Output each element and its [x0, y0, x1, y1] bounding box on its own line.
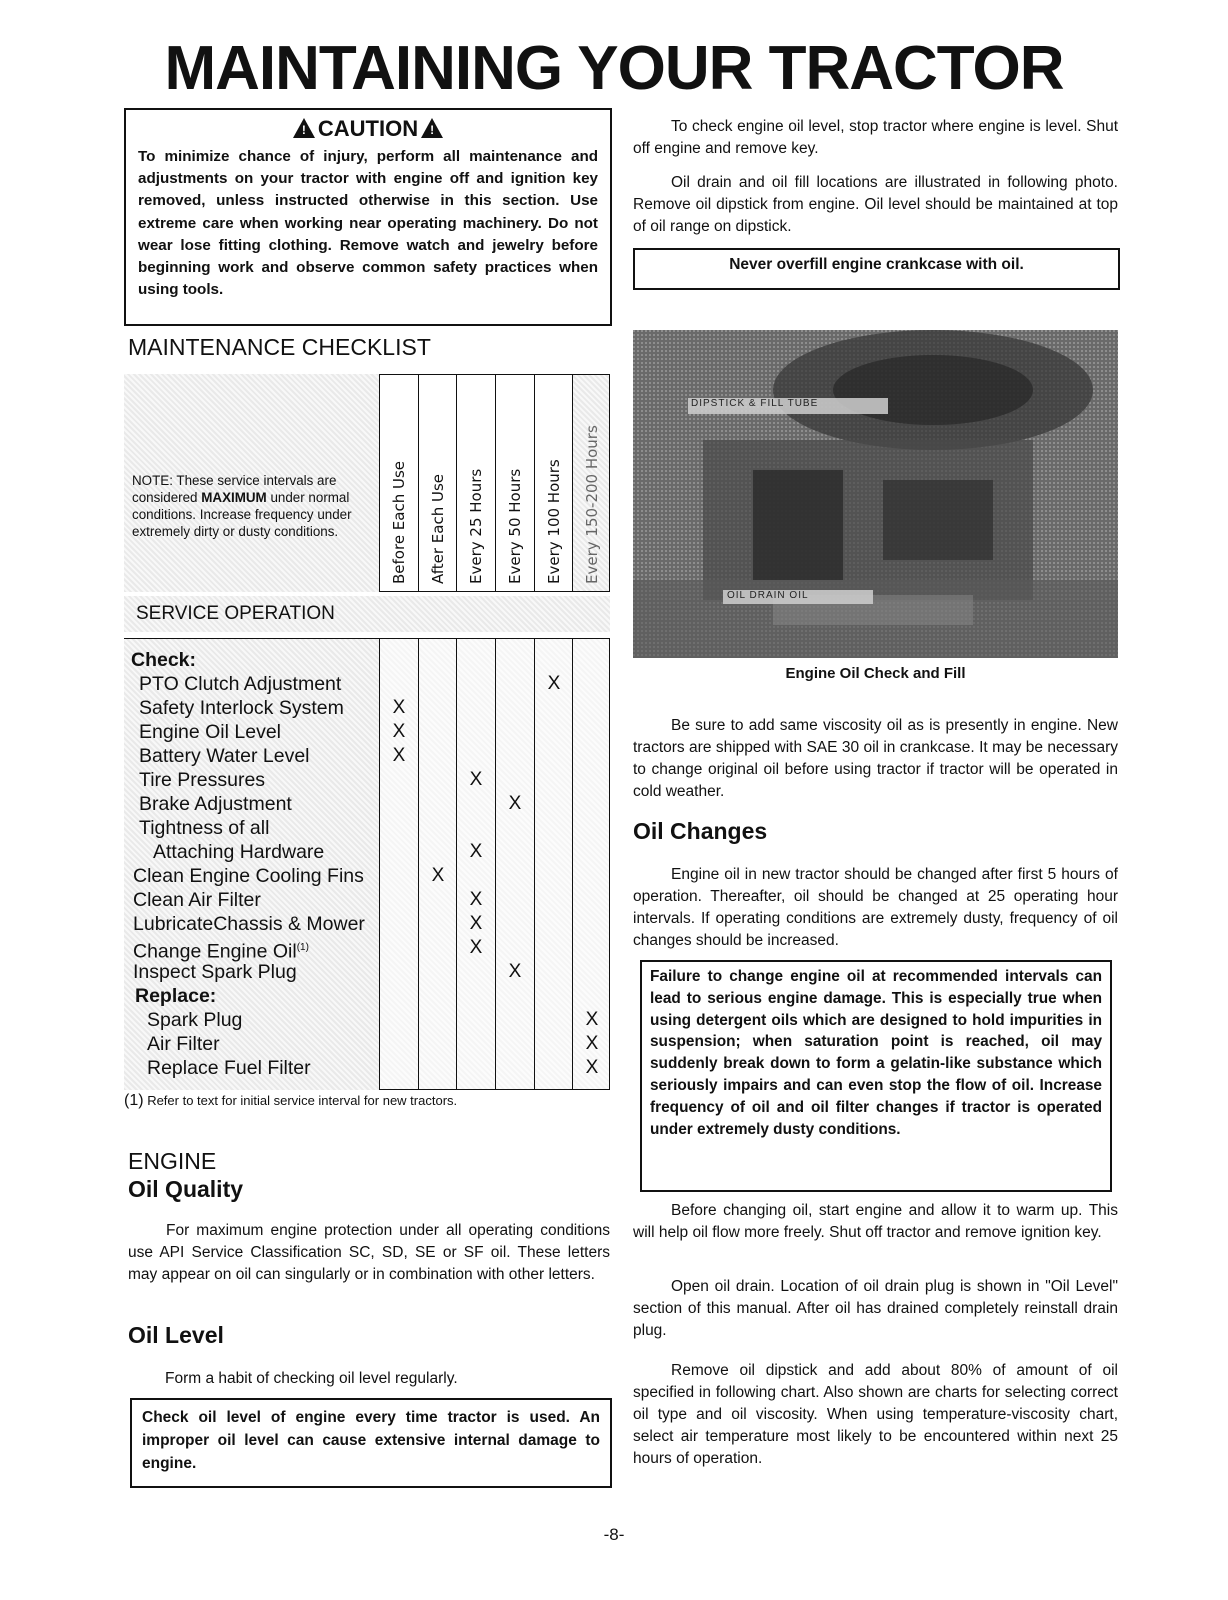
viscosity-text: Be sure to add same viscosity oil as is presently in engine. New tractors are shipped with SAE 30 oil in crankcase. It may be necessary to change original oil before using tractor if tractor will be operated in cold weather. [633, 717, 1118, 800]
checklist-row-label: Spark Plug [147, 1009, 243, 1031]
caution-heading: CAUTION [317, 116, 419, 141]
checklist-mark: X [392, 721, 406, 742]
engine-photo-illustration [633, 330, 1118, 658]
oil-level-text: Form a habit of checking oil level regularly. [165, 1370, 458, 1387]
oil-quality-heading: Oil Quality [128, 1176, 244, 1202]
footnote-number: (1) [124, 1092, 144, 1109]
checklist-mark: X [469, 913, 483, 934]
oil-changes-text: Engine oil in new tractor should be changed after first 5 hours of operation. Thereafter, oil should be changed at 25 operating hour intervals. If operating conditions are extremely dusty, frequency of oil changes should be increased. [633, 866, 1118, 949]
checklist-mark: X [508, 961, 522, 982]
failure-warning: Failure to change engine oil at recommended intervals can lead to serious engine damage. This is especially true when using detergent oils which are designed to hold impurities in suspension; when saturation point is reached, oil may suddenly break down to form a gelatin-like substance which seriously impairs and can even stop the flow of oil. Increase frequency of oil and oil filter changes if tractor is operated under extremely dusty conditions. [650, 968, 1102, 1138]
checklist-row-label: PTO Clutch Adjustment [139, 673, 342, 695]
open-drain-text: Open oil drain. Location of oil drain plug is shown in "Oil Level" section of this manual. After oil has drained completely reinstall drain plug. [633, 1278, 1118, 1339]
checklist-mark: X [585, 1033, 599, 1054]
oil-level-warning: Check oil level of engine every time tractor is used. An improper oil level can cause extensive internal damage to engine. [142, 1409, 600, 1472]
failure-warning-box [640, 960, 1112, 1192]
footnote-ref: (1) [296, 942, 309, 953]
checklist-row-label: Attaching Hardware [153, 841, 325, 863]
checklist-mark: X [508, 793, 522, 814]
checklist-mark: X [469, 889, 483, 910]
checklist-heading: MAINTENANCE CHECKLIST [128, 334, 431, 360]
checklist-row-label: Change Engine Oil$^{(1)}$ [133, 940, 309, 963]
column-header: After Each Use [429, 473, 447, 584]
column-header: Before Each Use [390, 460, 408, 584]
engine-photo [633, 330, 1118, 658]
caution-text: To minimize chance of injury, perform all maintenance and adjustments on your tractor with engine off and ignition key removed, unless instructed otherwise in this section. Use extreme care when working near operating machinery. Do not wear lose fitting clothing. Remove watch and jewelry before beginning work and observe common safety practices when using tools. [138, 148, 598, 299]
checklist-mark: X [469, 769, 483, 790]
page-title: MAINTAINING YOUR TRACTOR [164, 34, 1064, 103]
oil-level-heading: Oil Level [128, 1322, 224, 1348]
page-number: -8- [603, 1525, 625, 1544]
column-header: Every 150-200 Hours [583, 425, 601, 584]
note-prefix: NOTE: [132, 473, 173, 488]
checklist-row-label: Inspect Spark Plug [133, 961, 297, 983]
note-bold: MAXIMUM [201, 490, 267, 505]
warning-triangle-icon: ! [293, 118, 315, 138]
checklist-mark: X [585, 1009, 599, 1030]
footnote-text: Refer to text for initial service interval for new tractors. [147, 1093, 458, 1108]
note-text-2: under normal conditions. Increase frequency under extremely dirty or dusty conditions. [132, 490, 352, 539]
checklist-row-label: Tightness of all [139, 817, 270, 839]
remove-dipstick-text: Remove oil dipstick and add about 80% of amount of oil specified in following chart. Also shown are charts for selecting correct oil type and oil viscosity. When using temperature-viscosity chart, select air temperature most likely to be encountered within next 25 hours of operation. [633, 1362, 1118, 1467]
checklist-mark: X [469, 937, 483, 958]
photo-caption: Engine Oil Check and Fill [785, 665, 966, 682]
overfill-warning: Never overfill engine crankcase with oil. [729, 256, 1024, 273]
checklist-row-label: Battery Water Level [139, 745, 310, 767]
check-oil-text: To check engine oil level, stop tractor where engine is level. Shut off engine and remove key. [633, 118, 1118, 157]
checklist-row-label: Check: [131, 649, 197, 671]
checklist-mark: X [469, 841, 483, 862]
checklist-row-label: Engine Oil Level [139, 721, 282, 743]
checklist-row-label: Replace Fuel Filter [147, 1057, 311, 1079]
photo-label-dipstick: DIPSTICK & FILL TUBE [691, 398, 819, 409]
oil-quality-text: For maximum engine protection under all operating conditions use API Service Classification SC, SD, SE or SF oil. These letters may appear on oil can singularly or in combination with other letters. [128, 1222, 610, 1283]
checklist-row-label: Tire Pressures [139, 769, 266, 791]
checklist-row-label: Air Filter [147, 1033, 220, 1055]
column-header: Every 25 Hours [467, 468, 485, 584]
photo-label-drain: OIL DRAIN OIL [727, 590, 809, 601]
column-header: Every 100 Hours [545, 459, 563, 584]
checklist-mark: X [431, 865, 445, 886]
oil-level-warning-box [130, 1398, 612, 1488]
oil-drain-text: Oil drain and oil fill locations are illustrated in following photo. Remove oil dipstick from engine. Oil level should be maintained at top of oil range on dipstick. [633, 174, 1118, 235]
checklist-mark: X [392, 745, 406, 766]
checklist-mark: X [547, 673, 561, 694]
checklist-note [132, 472, 370, 540]
engine-heading: ENGINE [128, 1148, 217, 1174]
before-changing-text: Before changing oil, start engine and allow it to warm up. This will help oil flow more freely. Shut off tractor and remove ignition key. [633, 1202, 1118, 1241]
warning-triangle-icon: ! [421, 118, 443, 138]
caution-heading-row [138, 116, 598, 142]
service-operation-label: SERVICE OPERATION [136, 603, 335, 624]
column-header: Every 50 Hours [506, 468, 524, 584]
checklist-mark: X [585, 1057, 599, 1078]
checklist-row-label: Replace: [135, 985, 217, 1007]
overfill-warning-box [633, 248, 1120, 290]
note-text-1: These service intervals are considered [132, 473, 337, 505]
checklist-row-label: Clean Engine Cooling Fins [133, 865, 364, 887]
checklist-row-label: Brake Adjustment [139, 793, 292, 815]
caution-box [124, 108, 612, 326]
checklist-footnote [124, 1092, 457, 1110]
checklist-row-label: Safety Interlock System [139, 697, 344, 719]
oil-changes-heading: Oil Changes [633, 818, 768, 844]
checklist-mark: X [392, 697, 406, 718]
checklist-row-label: Clean Air Filter [133, 889, 261, 911]
checklist-row-label: LubricateChassis & Mower [133, 913, 365, 935]
